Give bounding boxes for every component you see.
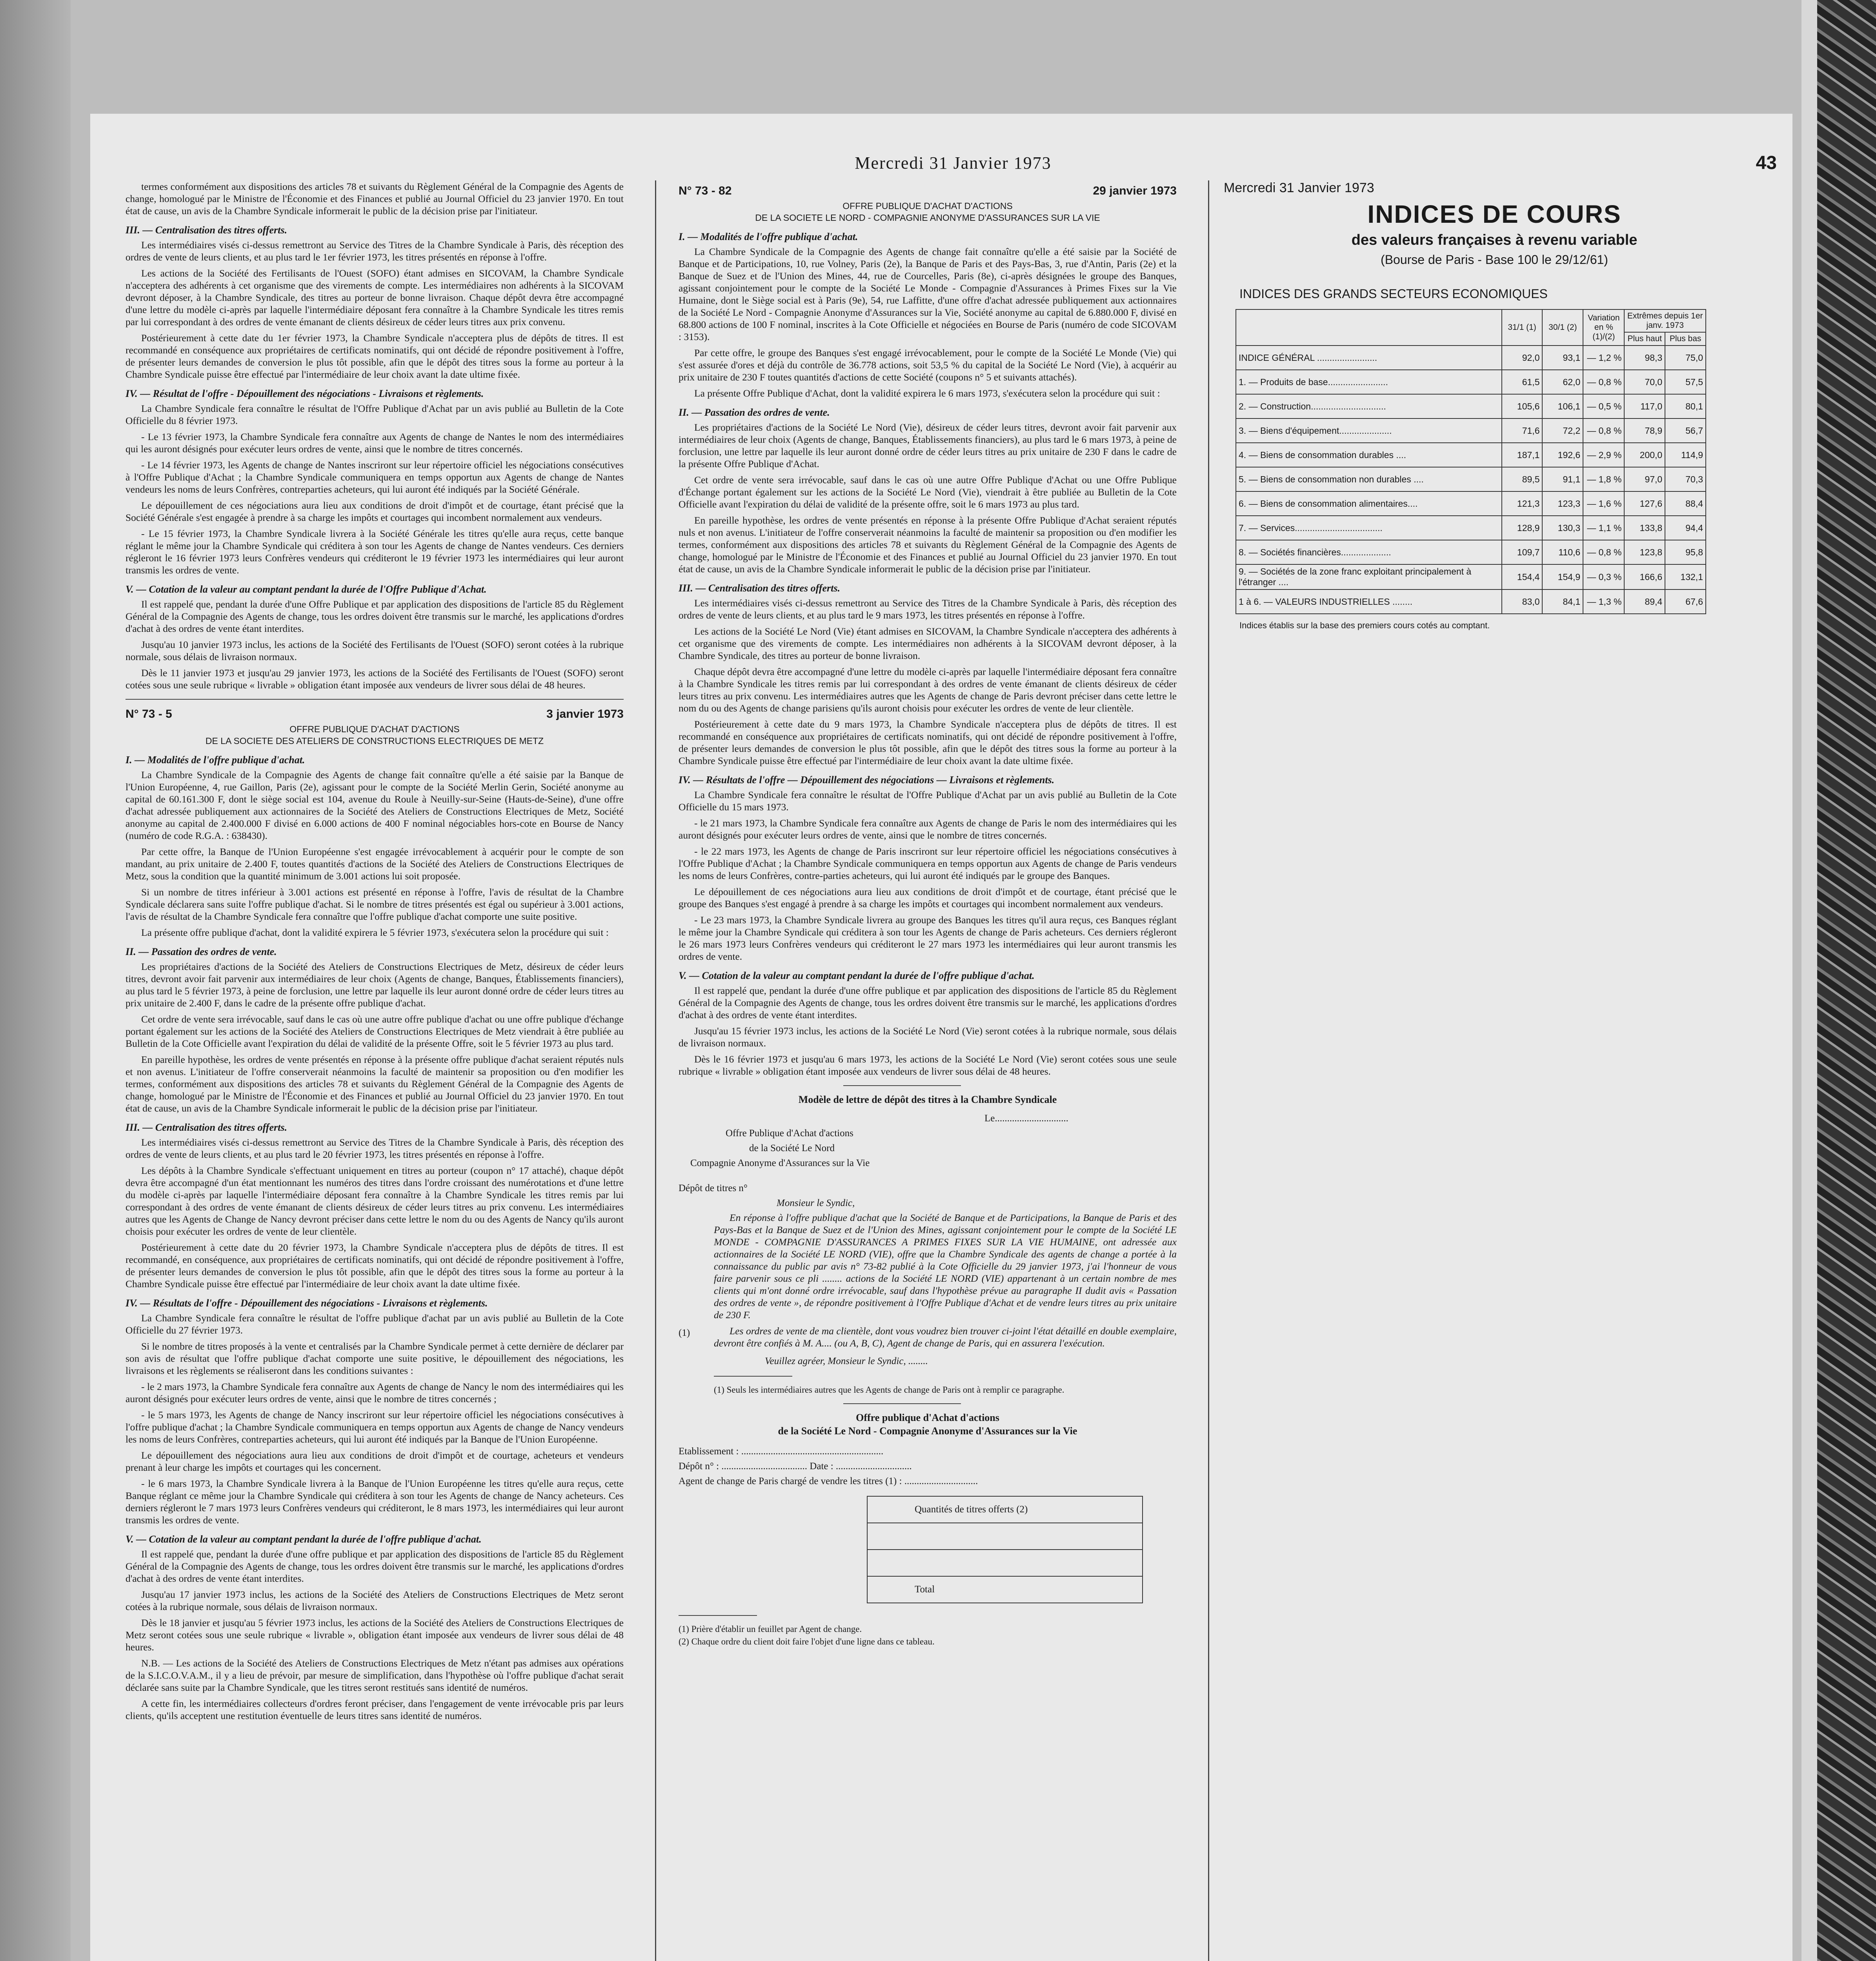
binding-left <box>0 0 71 1961</box>
offer-subtitle-line: DE LA SOCIETE DES ATELIERS DE CONSTRUCTIONS ELECTRIQUES DE METZ <box>205 736 544 746</box>
form-field-agent: Agent de change de Paris chargé de vendre les titres (1) : .............................. <box>679 1476 978 1486</box>
table-cell-lo: 88,4 <box>1665 491 1706 516</box>
letter-addressee: Compagnie Anonyme d'Assurances sur la Vie <box>690 1158 870 1168</box>
divider <box>843 1403 961 1404</box>
table-row <box>1236 467 1706 491</box>
column-middle <box>679 180 1177 1961</box>
table-header: Plus haut <box>1624 332 1665 346</box>
letter-addressee: de la Société Le Nord <box>749 1143 835 1153</box>
table-cell-label: 1 à 6. — VALEURS INDUSTRIELLES ........ <box>1236 589 1502 614</box>
table-cell-label: 8. — Sociétés financières.................... <box>1236 540 1502 564</box>
paragraph: La Chambre Syndicale fera connaître le résultat de l'Offre Publique d'Achat par un avis publié au Bulletin de la Cote Officielle du 8 février 1973. <box>126 403 624 426</box>
table-cell-hi: 89,4 <box>1624 589 1665 614</box>
table-row <box>1236 370 1706 394</box>
paragraph: La Chambre Syndicale de la Compagnie des Agents de change fait connaître qu'elle a été saisie par la Société de Banque et de Participations, 10, rue Volney, Paris (2e), la Banque de Paris et des Pays-Bas, 3, rue d'Antin, Paris (2e) et la Banque de Suez et de l'Union des Mines, 44, rue de Courcelles, Paris (8e), ci-après désignées le groupe des Banques, agissant conjointement pour le compte de la Société Le Monde - Compagnie d'Assurances à Primes Fixes sur la Vie Humaine, dont le Siège social est à Paris (9e), 54, rue Laffitte, d'une offre d'achat adressée publiquement aux actionnaires de la Société Le Nord - Compagnie Anonyme d'Assurances sur la Vie, Société anonyme au capital de 6.880.000 F, divisé en 68.800 actions de 100 F nominal, inscrites à la Cote Officielle et négociées en Bourse de Paris (numéro de code SICOVAM : 3153). <box>679 246 1177 342</box>
letter-body: En réponse à l'offre publique d'achat que la Société de Banque et de Participations, la Banque de Paris et des Pays-Bas et la Banque de Suez et de l'Union des Mines, agissant conjointement pour le compte de la Société LE MONDE - COMPAGNIE D'ASSURANCES A PRIMES FIXES SUR LA VIE HUMAINE, ont adressée aux actionnaires de la Société LE NORD (VIE), offre que la Chambre Syndicale des agents de change a portée à la connaissance du public par avis n° 73-82 publié à la Cote Officielle du 29 janvier 1973, j'ai l'honneur de vous faire parvenir sous ce pli ........ actions de la Société LE NORD (VIE) appartenant à un certain nombre de mes clients qui m'ont donné ordre irrévocable, sauf dans l'hypothèse prévue au paragraphe II dudit avis « Passation des ordres de vente », de répondre positivement à l'Offre Publique d'Achat et de vendre leurs titres au prix unitaire de 230 F. <box>714 1212 1177 1321</box>
paragraph: - Le 13 février 1973, la Chambre Syndicale fera connaître aux Agents de change de Nantes le nom des intermédiaires qui les auront désignés pour exécuter leurs ordres de vente, ainsi que le nombre de titres concernés. <box>126 431 624 455</box>
index-title: INDICES DE COURS <box>1367 200 1621 228</box>
paragraph: Jusqu'au 10 janvier 1973 inclus, les actions de la Société des Fertilisants de l'Ouest (SOFO) seront cotées à la rubrique normale, sous délais de livraison normaux. <box>126 639 624 662</box>
table-cell-v1: 61,5 <box>1502 370 1543 394</box>
section-heading: II. — Passation des ordres de vente. <box>126 946 277 957</box>
section-heading: IV. — Résultats de l'offre — Dépouillement des négociations — Livraisons et règlements. <box>679 774 1055 786</box>
table-cell-hi: 70,0 <box>1624 370 1665 394</box>
page-date: Mercredi 31 Janvier 1973 <box>855 153 1052 173</box>
paragraph: - Le 14 février 1973, les Agents de change de Nantes inscriront sur leur répertoire officiel les négociations consécutives à l'Offre Publique d'Achat ; la Chambre Syndicale communiquera en temps opportun aux Agents de change de Nantes vendeurs les noms de leurs Confrères, contreparties acheteurs, qui lui auront été indiqués par la Société Générale. <box>126 459 624 495</box>
paragraph: Cet ordre de vente sera irrévocable, sauf dans le cas où une autre offre publique d'achat ou une offre publique d'échange portant également sur les actions de la Société des Ateliers de Constructions Electriques de Metz viendrait à être publiée au Bulletin de la Cote Officielle avant l'expiration du délai de validité de la présente Offre, soit le 5 février 1973 au plus tard. <box>126 1013 624 1049</box>
paragraph: Il est rappelé que, pendant la durée d'une offre publique et par application des dispositions de l'article 85 du Règlement Général de la Compagnie des Agents de change, tous les ordres doivent être transmis sur le marché, les applications d'ordres d'achat à des ordres de vente étant interdites. <box>679 985 1177 1021</box>
index-sector-heading: INDICES DES GRANDS SECTEURS ECONOMIQUES <box>1239 287 1548 301</box>
table-cell-v1: 71,6 <box>1502 418 1543 443</box>
table-header <box>1236 309 1502 346</box>
table-cell-var: — 2,9 % <box>1583 443 1624 467</box>
section-heading: V. — Cotation de la valeur au comptant pendant la durée de l'Offre Publique d'Achat. <box>126 584 487 595</box>
table-header: 30/1 (2) <box>1542 309 1583 346</box>
offer-subtitle-line: DE LA SOCIETE LE NORD - COMPAGNIE ANONYME D'ASSURANCES SUR LA VIE <box>755 213 1100 223</box>
footnote-mark: (1) <box>679 1328 690 1338</box>
divider <box>679 1615 757 1616</box>
table-cell-v1: 92,0 <box>1502 346 1543 370</box>
section-heading: IV. — Résultats de l'offre - Dépouillement des négociations - Livraisons et règlements. <box>126 1297 488 1309</box>
table-cell-hi: 133,8 <box>1624 516 1665 540</box>
section-heading: V. — Cotation de la valeur au comptant pendant la durée de l'offre publique d'achat. <box>679 970 1035 981</box>
form-title: de la Société Le Nord - Compagnie Anonyme d'Assurances sur la Vie <box>778 1425 1077 1437</box>
table-row <box>1236 540 1706 564</box>
paragraph: Le dépouillement de ces négociations aura lieu aux conditions de droit d'impôt et de courtage, étant précisé que le groupe des Banques s'est engagé à prendre à sa charge les impôts et courtages qui incombent normalement aux vendeurs. <box>679 886 1177 910</box>
form-field-depot: Dépôt n° : ................................... Date : ............................... <box>679 1461 912 1472</box>
table-cell-label: 6. — Biens de consommation alimentaires.... <box>1236 491 1502 516</box>
table-cell-var: — 0,8 % <box>1583 418 1624 443</box>
letter-body: Les ordres de vente de ma clientèle, dont vous voudrez bien trouver ci-joint l'état détaillé en double exemplaire, devront être confiés à M. A.... (ou A, B, C), Agent de change de Paris, qui en assurera l'exécution. <box>714 1325 1177 1349</box>
table-cell-v1: 89,5 <box>1502 467 1543 491</box>
table-body <box>1236 346 1706 614</box>
table-cell-lo: 56,7 <box>1665 418 1706 443</box>
paragraph: En pareille hypothèse, les ordres de vente présentés en réponse à la présente offre publique d'achat seraient réputés nuls et non avenus. L'initiateur de l'offre conserverait néanmoins la faculté de maintenir sa proposition ou d'en modifier les termes, conformément aux dispositions des articles 78 et suivants du Règlement Général de la Compagnie des Agents de change, homologué par le Ministre de l'Économie et des Finances et publié au Journal Officiel du 23 janvier 1970. En tout état de cause, un avis de la Chambre Syndicale informerait le public de la décision prise par l'initiateur. <box>126 1054 624 1114</box>
paragraph: - le 22 mars 1973, les Agents de change de Paris inscriront sur leur répertoire officiel les négociations consécutives à l'Offre Publique d'Achat ; la Chambre Syndicale communiquera en temps opportun aux Agents de change de Paris vendeurs les noms de leurs Confrères, contre-parties acheteurs, qui lui auront été indiqués par le groupe des Banques. <box>679 846 1177 881</box>
letter-salutation: Monsieur le Syndic, <box>777 1198 855 1208</box>
paragraph: Cet ordre de vente sera irrévocable, sauf dans le cas où une autre Offre Publique d'Achat ou une Offre Publique d'Échange portant également sur les actions de la Société Le Nord (Vie), viendrait à être publiée au Bulletin de la Cote Officielle avant l'expiration du délai de validité de la présente offre, soit le 6 mars 1973 au plus tard. <box>679 474 1177 510</box>
quantities-row <box>868 1550 1142 1577</box>
table-cell-hi: 78,9 <box>1624 418 1665 443</box>
table-cell-v2: 72,2 <box>1542 418 1583 443</box>
table-cell-label: INDICE GÉNÉRAL ........................ <box>1236 346 1502 370</box>
table-cell-v1: 154,4 <box>1502 564 1543 589</box>
divider <box>126 699 624 700</box>
table-header: 31/1 (1) <box>1502 309 1543 346</box>
quantities-total: Total <box>915 1584 935 1595</box>
table-cell-label: 2. — Construction.............................. <box>1236 394 1502 418</box>
marbled-cover <box>1817 0 1876 1961</box>
index-table <box>1236 309 1706 614</box>
paragraph: Les propriétaires d'actions de la Société des Ateliers de Constructions Electriques de Metz, désireux de céder leurs titres, devront avoir fait parvenir aux intermédiaires de leur choix (Agents de change, Banques, Établissements financiers), au plus tard le 5 février 1973, à peine de forclusion, une lettre par laquelle ils leur auront donné ordre de céder leurs titres au prix unitaire de 2.400 F, dans le cadre de la présente offre publique d'achat. <box>126 961 624 1009</box>
paragraph: - le 6 mars 1973, la Chambre Syndicale livrera à la Banque de l'Union Européenne les titres qu'elle aura reçus, cette Banque réglant ce même jour la Chambre Syndicale qui créditera à son tour les Agents de change de Nancy acheteurs. Ces derniers régleront le 7 mars 1973 leurs Confrères vendeurs qui créditeront, le 8 mars 1973, les intermédiaires qui leur auront transmis les ordres de vente. <box>126 1478 624 1526</box>
section-heading: V. — Cotation de la valeur au comptant pendant la durée de l'offre publique d'achat. <box>126 1534 482 1545</box>
offer-subtitle-line: OFFRE PUBLIQUE D'ACHAT D'ACTIONS <box>842 201 1013 211</box>
divider <box>843 1085 961 1086</box>
paragraph: Les dépôts à la Chambre Syndicale s'effectuant uniquement en titres au porteur (coupon n° 17 attaché), chaque dépôt devra être accompagné d'un état mentionnant les numéros des titres dans l'ordre croissant des numérotations et d'une lettre du modèle ci-après par laquelle l'intermédiaire déposant fera connaître à la Chambre Syndicale les titres remis par lui correspondant à des ordres de vente émanant de clients désireux de céder leurs titres au prix convenu. Les intermédiaires autres que les Agents de Change de Nancy devront préciser dans cette lettre le nom du ou des Agents de Nancy qu'ils auront choisis pour exécuter les ordres de vente de leur clientèle. <box>126 1165 624 1237</box>
table-header: Extrêmes depuis 1er janv. 1973 <box>1624 309 1706 332</box>
paragraph: Postérieurement à cette date du 20 février 1973, la Chambre Syndicale n'acceptera plus de dépôts de titres. Il est recommandé, en conséquence, aux propriétaires de certificats nominatifs, qui ont décidé de répondre positivement à l'offre, de présenter leurs demandes de conversion le plus tôt possible, afin que le dépôt des titres sous la forme au porteur à la Chambre Syndicale puisse être effectué par l'intermédiaire de leur choix avant la date ultime fixée. <box>126 1242 624 1290</box>
table-cell-var: — 0,5 % <box>1583 394 1624 418</box>
table-cell-label: 1. — Produits de base........................ <box>1236 370 1502 394</box>
table-cell-lo: 70,3 <box>1665 467 1706 491</box>
index-base: (Bourse de Paris - Base 100 le 29/12/61) <box>1381 253 1608 267</box>
paragraph: La présente Offre Publique d'Achat, dont la validité expirera le 6 mars 1973, s'exécutera selon la procédure qui suit : <box>694 387 1160 399</box>
table-cell-v1: 109,7 <box>1502 540 1543 564</box>
paragraph: - le 21 mars 1973, la Chambre Syndicale fera connaître aux Agents de change de Paris le nom des intermédiaires qui les auront désignés pour exécuter leurs ordres de vente, ainsi que le nombre de titres concernés. <box>679 817 1177 841</box>
table-cell-v2: 62,0 <box>1542 370 1583 394</box>
footnote: (2) Chaque ordre du client doit faire l'objet d'une ligne dans ce tableau. <box>679 1637 935 1646</box>
form-title: Offre publique d'Achat d'actions <box>856 1412 999 1423</box>
table-cell-hi: 200,0 <box>1624 443 1665 467</box>
table-cell-var: — 1,1 % <box>1583 516 1624 540</box>
paragraph: Il est rappelé que, pendant la durée d'une offre publique et par application des dispositions de l'article 85 du Règlement Général de la Compagnie des Agents de change, tous les ordres doivent être transmis sur le marché, les applications d'ordres d'achat à des ordres de vente étant interdites. <box>126 1548 624 1584</box>
column-rule <box>655 180 656 1961</box>
table-row <box>1236 589 1706 614</box>
quantities-row <box>868 1523 1142 1550</box>
table-cell-v1: 105,6 <box>1502 394 1543 418</box>
letter-addressee: Offre Publique d'Achat d'actions <box>726 1128 853 1139</box>
table-cell-var: — 1,2 % <box>1583 346 1624 370</box>
paragraph: Les actions de la Société des Fertilisants de l'Ouest (SOFO) étant admises en SICOVAM, la Chambre Syndicale n'acceptera des adhérents à cet organisme que des virements de compte. Les intermédiaires non adhérents à la SICOVAM devront déposer, à la Chambre Syndicale, des titres au porteur de bonne livraison. Chaque dépôt devra être accompagné d'une lettre du modèle ci-après par laquelle l'intermédiaire déposant fera connaître à la Chambre Syndicale les titres remis par lui correspondant à des ordres de vente émanant de clients désireux de céder leurs titres aux prix convenu. <box>126 267 624 327</box>
index-subtitle: des valeurs françaises à revenu variable <box>1351 232 1638 248</box>
paragraph: Les actions de la Société Le Nord (Vie) étant admises en SICOVAM, la Chambre Syndicale n'acceptera des adhérents à cet organisme que des virements de compte. Les intermédiaires non adhérents à la SICOVAM devront déposer, à la Chambre Syndicale, des titres au porteur de bonne livraison. <box>679 626 1177 661</box>
table-cell-label: 5. — Biens de consommation non durables .... <box>1236 467 1502 491</box>
paragraph: - le 5 mars 1973, les Agents de change de Nancy inscriront sur leur répertoire officiel les négociations consécutives à l'offre publique d'achat ; la Chambre Syndicale communiquera en temps opportun aux Agents de change de Nancy vendeurs les noms de leurs Confrères, contreparties acheteurs, qui lui auront été indiqués par la Banque de l'Union Européenne. <box>126 1409 624 1445</box>
table-cell-v2: 84,1 <box>1542 589 1583 614</box>
table-cell-hi: 97,0 <box>1624 467 1665 491</box>
table-cell-v2: 93,1 <box>1542 346 1583 370</box>
table-cell-v2: 106,1 <box>1542 394 1583 418</box>
paragraph: Dès le 11 janvier 1973 et jusqu'au 29 janvier 1973, les actions de la Société des Fertilisants de l'Ouest (SOFO) seront cotées sous une seule rubrique « livrable » obligation étant imposée aux vendeurs de livrer sous délai de 48 heures. <box>126 667 624 691</box>
table-cell-lo: 94,4 <box>1665 516 1706 540</box>
table-row <box>1236 418 1706 443</box>
table-cell-hi: 117,0 <box>1624 394 1665 418</box>
paragraph: La Chambre Syndicale de la Compagnie des Agents de change fait connaître qu'elle a été saisie par la Banque de l'Union Européenne, 4, rue Gaillon, Paris (2e), agissant pour le compte de la Société Merlin Gerin, Société anonyme au capital de 60.161.300 F, dont le siège social est 104, avenue du Roule à Neuilly-sur-Seine (Hauts-de-Seine), d'une offre d'achat adressée publiquement aux actionnaires de la Société des Ateliers de Constructions Electriques de Metz, Société anonyme au capital de 2.400.000 F divisé en 6.000 actions de 400 F nominal négociables hors-cote en Bourse de Nancy (numéro de code R.G.A. : 638430). <box>126 769 624 841</box>
paragraph: La présente offre publique d'achat, dont la validité expirera le 5 février 1973, s'exécutera selon la procédure qui suit : <box>141 927 609 938</box>
paragraph: N.B. — Les actions de la Société des Ateliers de Constructions Electriques de Metz n'étant pas admises aux opérations de la S.I.C.O.V.A.M., il y a lieu de prévoir, par mesure de simplification, dans l'hypothèse où l'offre publique d'achat serait déclarée sans suite par la Chambre Syndicale, que les titres seront restitués sans identité de numéros. <box>126 1657 624 1693</box>
paragraph: Si un nombre de titres inférieur à 3.001 actions est présenté en réponse à l'offre, l'avis de résultat de la Chambre Syndicale déclarera sans suite l'offre publique d'achat. Si le nombre de titres présentés est égal ou supérieur à 3.001 actions, l'avis de résultat de la Chambre Syndicale fera connaître que l'offre publique d'achat comporte une suite positive. <box>126 886 624 922</box>
paragraph: Les intermédiaires visés ci-dessus remettront au Service des Titres de la Chambre Syndicale à Paris, dès réception des ordres de vente de leurs clients, et au plus tard le 20 février 1973, les titres présentés en réponse à l'offre. <box>126 1137 624 1160</box>
section-heading: I. — Modalités de l'offre publique d'achat. <box>126 754 305 766</box>
table-cell-lo: 57,5 <box>1665 370 1706 394</box>
offer-date: 29 janvier 1973 <box>1093 184 1177 197</box>
table-header-row <box>1236 309 1706 332</box>
section-heading: III. — Centralisation des titres offerts. <box>126 224 287 236</box>
paragraph: Les intermédiaires visés ci-dessus remettront au Service des Titres de la Chambre Syndicale à Paris, dès réception des ordres de vente de leurs clients, et au plus tard le 1er février 1973, les titres présentés en réponse à l'offre. <box>126 239 624 263</box>
section-heading: II. — Passation des ordres de vente. <box>679 407 830 418</box>
offer-subtitle <box>679 200 1177 224</box>
table-cell-v1: 121,3 <box>1502 491 1543 516</box>
paragraph: La Chambre Syndicale fera connaître le résultat de l'Offre Publique d'Achat par un avis publié au Bulletin de la Cote Officielle du 15 mars 1973. <box>679 789 1177 813</box>
table-cell-v2: 130,3 <box>1542 516 1583 540</box>
footnote: (1) Prière d'établir un feuillet par Agent de change. <box>679 1624 862 1634</box>
offer-header <box>126 708 624 721</box>
paragraph: - Le 15 février 1973, la Chambre Syndicale livrera à la Société Générale les titres qu'elle aura reçus, cette banque réglant le même jour la Chambre Syndicale qui créditera à son tour les Agents de change de Nantes vendeurs. Ces derniers régleront le 16 février 1973 leurs Confrères vendeurs qui créditeront le 19 février 1973 les intermédiaires qui leur auront transmis les ordres de vente. <box>126 528 624 576</box>
table-cell-var: — 1,3 % <box>1583 589 1624 614</box>
offer-date: 3 janvier 1973 <box>546 708 624 720</box>
table-cell-var: — 1,8 % <box>1583 467 1624 491</box>
table-cell-var: — 0,3 % <box>1583 564 1624 589</box>
table-cell-label: 7. — Services................................... <box>1236 516 1502 540</box>
table-cell-lo: 132,1 <box>1665 564 1706 589</box>
paragraph: Chaque dépôt devra être accompagné d'une lettre du modèle ci-après par laquelle l'intermédiaire déposant fera connaître à la Chambre Syndicale les titres remis par lui correspondant à des ordres de vente émanant de clients désireux de céder leurs titres au prix convenu. Les intermédiaires autres que les Agents de change de Paris devront préciser dans cette lettre le nom du ou des Agents de change parisiens qu'ils auront choisis pour exécuter les ordres de vente de leur clientèle. <box>679 666 1177 714</box>
table-cell-hi: 127,6 <box>1624 491 1665 516</box>
table-cell-var: — 0,8 % <box>1583 370 1624 394</box>
column-rule <box>1208 180 1209 1961</box>
offer-number: N° 73 - 82 <box>679 184 732 197</box>
letter-deposit-number: Dépôt de titres n° <box>679 1183 748 1193</box>
table-row <box>1236 564 1706 589</box>
paragraph: - le 2 mars 1973, la Chambre Syndicale fera connaître aux Agents de change de Nancy le nom des intermédiaires qui les auront désignés pour exécuter leurs ordres de vente, ainsi que le nombre de titres concernés ; <box>126 1381 624 1404</box>
model-letter-title: Modèle de lettre de dépôt des titres à la Chambre Syndicale <box>798 1094 1057 1105</box>
table-cell-v2: 154,9 <box>1542 564 1583 589</box>
paragraph: Dès le 18 janvier et jusqu'au 5 février 1973 inclus, les actions de la Société des Ateliers de Constructions Electriques de Metz seront cotées sous une seule rubrique « livrable », obligation étant imposée aux vendeurs de livrer sous délai de 48 heures. <box>126 1617 624 1653</box>
table-cell-v1: 187,1 <box>1502 443 1543 467</box>
section-heading: III. — Centralisation des titres offerts. <box>679 582 840 594</box>
table-row <box>1236 516 1706 540</box>
column-right <box>1224 180 1765 1961</box>
table-cell-lo: 114,9 <box>1665 443 1706 467</box>
table-header: Plus bas <box>1665 332 1706 346</box>
offer-header <box>679 184 1177 198</box>
footnote: (1) Seuls les intermédiaires autres que les Agents de change de Paris ont à remplir ce paragraphe. <box>714 1385 1064 1395</box>
section-heading: III. — Centralisation des titres offerts. <box>126 1122 287 1133</box>
offer-subtitle <box>126 723 624 747</box>
letter-date-line: Le.............................. <box>984 1113 1068 1124</box>
table-cell-hi: 166,6 <box>1624 564 1665 589</box>
table-row <box>1236 491 1706 516</box>
table-cell-label: 3. — Biens d'équipement..................... <box>1236 418 1502 443</box>
table-cell-v2: 110,6 <box>1542 540 1583 564</box>
table-cell-v2: 91,1 <box>1542 467 1583 491</box>
paragraph: Il est rappelé que, pendant la durée d'une Offre Publique et par application des dispositions de l'article 85 du Règlement Général de la Compagnie des Agents de change, tous les ordres doivent être transmis sur le marché, les applications d'ordres d'achat à des ordres de vente étant interdites. <box>126 598 624 634</box>
table-cell-lo: 75,0 <box>1665 346 1706 370</box>
quantities-table <box>867 1496 1143 1603</box>
binding-spine <box>1801 0 1817 1961</box>
paragraph: termes conformément aux dispositions des articles 78 et suivants du Règlement Général de la Compagnie des Agents de change, homologué par le Ministre de l'Économie et des Finances et publié au Journal Officiel du 23 janvier 1970. En tout état de cause, un avis de la Chambre Syndicale informerait le public de la décision prise par l'initiateur. <box>126 181 624 216</box>
paragraph: Le dépouillement des négociations aura lieu aux conditions de droit d'impôt et de courtage, acheteurs et vendeurs prenant à leur charge les impôts et courtages qui les concernent. <box>126 1450 624 1473</box>
column-left <box>126 180 624 1961</box>
paragraph: Dès le 16 février 1973 et jusqu'au 6 mars 1973, les actions de la Société Le Nord (Vie) seront cotées sous une seule rubrique « livrable » obligation étant imposée aux vendeurs de livrer sous délai de 48 heures. <box>679 1053 1177 1077</box>
index-note: Indices établis sur la base des premiers cours cotés au comptant. <box>1239 620 1490 630</box>
section-heading: IV. — Résultat de l'offre - Dépouillement des négociations - Livraisons et règlements. <box>126 388 484 399</box>
newspaper-page <box>90 114 1792 1961</box>
table-cell-v2: 123,3 <box>1542 491 1583 516</box>
table-cell-label: 9. — Sociétés de la zone franc exploitant principalement à l'étranger .... <box>1236 564 1502 589</box>
paragraph: Les intermédiaires visés ci-dessus remettront au Service des Titres de la Chambre Syndicale à Paris, dès réception des ordres de vente de leurs clients, et au plus tard le 9 mars 1973, les titres présentés en réponse à l'offre. <box>679 597 1177 621</box>
table-row <box>1236 346 1706 370</box>
table-cell-var: — 1,6 % <box>1583 491 1624 516</box>
paragraph: A cette fin, les intermédiaires collecteurs d'ordres feront préciser, dans l'engagement de vente irrévocable pris par leurs clients, qu'ils acceptent une restitution éventuelle de leurs titres sans identité de numéros. <box>126 1698 624 1721</box>
paragraph: Les propriétaires d'actions de la Société Le Nord (Vie), désireux de céder leurs titres, devront avoir fait parvenir aux intermédiaires de leur choix (Agents de change, Banques, Établissements financiers), au plus tard le 6 mars 1973, à peine de forclusion, une lettre par laquelle ils leur auront donné ordre de céder leurs titres au prix unitaire de 230 F dans le cadre de la présente Offre Publique d'Achat. <box>679 422 1177 469</box>
paragraph: Par cette offre, la Banque de l'Union Européenne s'est engagée irrévocablement à acquérir pour le compte de son mandant, au prix unitaire de 2.400 F, toutes quantités d'actions de la Société des Ateliers de Constructions Electriques de Metz, sous la condition que la quantité minimum de 3.001 actions lui soit proposée. <box>126 846 624 882</box>
table-cell-lo: 67,6 <box>1665 589 1706 614</box>
table-cell-lo: 80,1 <box>1665 394 1706 418</box>
offer-number: N° 73 - 5 <box>126 708 172 720</box>
paragraph: Si le nombre de titres proposés à la vente et centralisés par la Chambre Syndicale permet à cette dernière de déclarer par son avis de résultat que l'offre publique d'achat comporte une suite positive, le dépouillement des négociations, les livraisons et les règlements se réaliseront dans les conditions suivantes : <box>126 1341 624 1376</box>
offer-subtitle-line: OFFRE PUBLIQUE D'ACHAT D'ACTIONS <box>289 724 460 734</box>
paragraph: En pareille hypothèse, les ordres de vente présentés en réponse à la présente Offre Publique d'Achat seraient réputés nuls et non avenus. L'initiateur de l'offre conserverait néanmoins la faculté de maintenir sa proposition ou d'en modifier les termes, conformément aux dispositions des articles 78 et suivants du Règlement Général de la Compagnie des Agents de change, homologué par le Ministre de l'Économie et des Finances et publié au Journal Officiel du 23 janvier 1970. En tout état de cause, un avis de la Chambre Syndicale informerait le public de la décision prise par l'initiateur. <box>679 515 1177 575</box>
paragraph: La Chambre Syndicale fera connaître le résultat de l'offre publique d'achat par un avis publié au Bulletin de la Cote Officielle du 27 février 1973. <box>126 1312 624 1336</box>
index-date: Mercredi 31 Janvier 1973 <box>1224 180 1374 195</box>
quantities-header: Quantités de titres offerts (2) <box>868 1497 1142 1523</box>
letter-closing: Veuillez agréer, Monsieur le Syndic, ........ <box>765 1356 928 1366</box>
table-row <box>1236 443 1706 467</box>
table-cell-v1: 128,9 <box>1502 516 1543 540</box>
table-header: Variation en % (1)/(2) <box>1583 309 1624 346</box>
form-field-etablissement: Etablissement : .......................................................... <box>679 1446 884 1457</box>
paragraph: Jusqu'au 15 février 1973 inclus, les actions de la Société Le Nord (Vie) seront cotées à la rubrique normale, sous délais de livraison normaux. <box>679 1025 1177 1049</box>
table-cell-hi: 123,8 <box>1624 540 1665 564</box>
table-cell-hi: 98,3 <box>1624 346 1665 370</box>
paragraph: Postérieurement à cette date du 9 mars 1973, la Chambre Syndicale n'acceptera plus de dépôts de titres. Il est recommandé en conséquence aux propriétaires de certificats nominatifs, qui ont décidé de répondre positivement à l'offre, de présenter leurs demandes de conversion le plus tôt possible, afin que le dépôt des titres sous la forme au porteur à la Chambre Syndicale puisse être effectué par l'intermédiaire de leur choix avant la date ultime fixée. <box>679 719 1177 766</box>
page-number: 43 <box>1756 153 1777 173</box>
table-cell-v2: 192,6 <box>1542 443 1583 467</box>
paragraph: - Le 23 mars 1973, la Chambre Syndicale livrera au groupe des Banques les titres qu'il aura reçus, ces Banques réglant le même jour la Chambre Syndicale qui créditera à son tour les Agents de change de Paris acheteurs. Ces derniers régleront le 26 mars 1973 leurs Confrères vendeurs qui créditeront le 27 mars 1973 les intermédiaires qui leur auront transmis les ordres de vente. <box>679 914 1177 962</box>
table-row <box>1236 394 1706 418</box>
paragraph: Par cette offre, le groupe des Banques s'est engagé irrévocablement, pour le compte de la Société Le Monde (Vie) qui s'est assurée d'ores et déjà du contrôle de 36.778 actions, soit 53,5 % du capital de la Société Le Nord (Vie), à acquérir au prix unitaire de 230 F toutes quantités d'actions de cette Société (coupons n° 5 et suivants attachés). <box>679 347 1177 383</box>
paragraph: Jusqu'au 17 janvier 1973 inclus, les actions de la Société des Ateliers de Constructions Electriques de Metz seront cotées à la rubrique normale, sous délais de livraison normaux. <box>126 1589 624 1612</box>
paragraph: Le dépouillement de ces négociations aura lieu aux conditions de droit d'impôt et de courtage, étant précisé que la Société Générale s'est engagée à prendre à sa charge les impôts et courtages qui incombent normalement aux vendeurs. <box>126 500 624 523</box>
table-cell-var: — 0,8 % <box>1583 540 1624 564</box>
letter-footnoted-paragraph <box>679 1325 1177 1353</box>
table-cell-v1: 83,0 <box>1502 589 1543 614</box>
table-cell-lo: 95,8 <box>1665 540 1706 564</box>
paragraph: Postérieurement à cette date du 1er février 1973, la Chambre Syndicale n'acceptera plus de dépôts de titres. Il est recommandé en conséquence aux propriétaires de certificats nominatifs, qui ont décidé de répondre positivement à l'offre, de présenter leurs demandes de conversion le plus tôt possible, afin que le dépôt des titres sous la forme au porteur à la Chambre Syndicale puisse être effectué par l'intermédiaire de leur choix avant la date ultime fixée. <box>126 332 624 380</box>
table-cell-label: 4. — Biens de consommation durables .... <box>1236 443 1502 467</box>
divider <box>714 1376 792 1377</box>
section-heading: I. — Modalités de l'offre publique d'achat. <box>679 231 858 242</box>
